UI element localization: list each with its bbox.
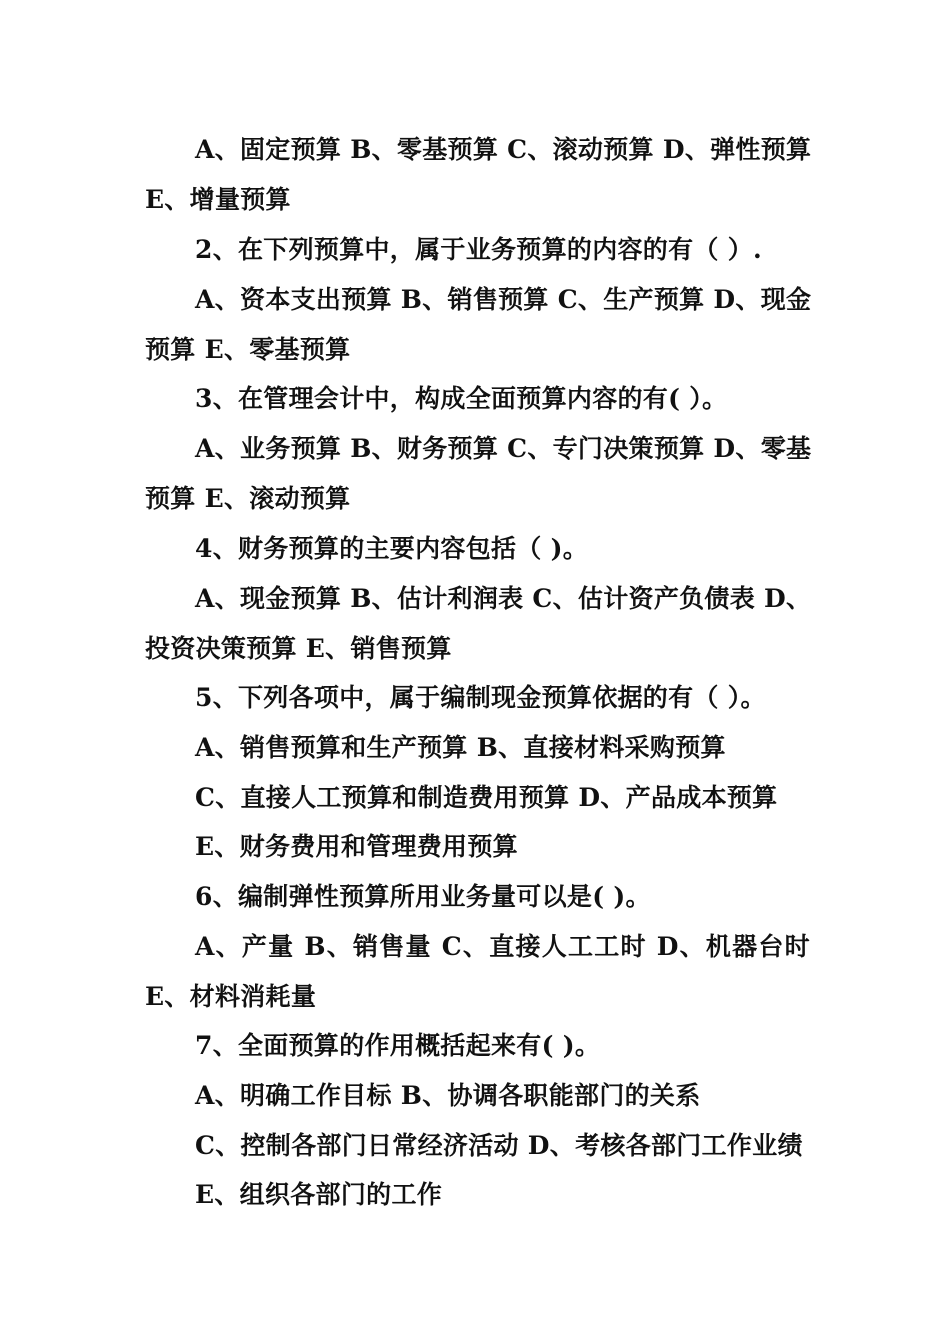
q3-options-line-2: 预算 E、滚动预算 [145,484,351,513]
q6-question: 6、编制弹性预算所用业务量可以是( )。 [195,882,651,911]
q7-options-line-2: C、控制各部门日常经济活动 D、考核各部门工作业绩 [195,1131,803,1160]
q4-question: 4、财务预算的主要内容包括（ )。 [195,534,589,563]
q5-options-line-2: C、直接人工预算和制造费用预算 D、产品成本预算 [195,783,778,812]
q6-options-line-2: E、材料消耗量 [145,982,317,1011]
q4-options-line-1: A、现金预算 B、估计利润表 C、估计资产负债表 D、 [195,584,812,613]
q5-options-line-3: E、财务费用和管理费用预算 [195,832,518,861]
q3-options-line-1: A、业务预算 B、财务预算 C、专门决策预算 D、零基 [195,434,812,463]
q6-options-line-1: A、产量 B、销售量 C、直接人工工时 D、机器台时 [195,932,810,961]
q2-options-line-1: A、资本支出预算 B、销售预算 C、生产预算 D、现金 [195,285,812,314]
q2-options-line-2: 预算 E、零基预算 [145,335,351,364]
q5-question: 5、下列各项中，属于编制现金预算依据的有（ ）。 [195,683,766,712]
q1-options-line-1: A、固定预算 B、零基预算 C、滚动预算 D、弹性预算 [195,135,812,164]
q5-options-line-1: A、销售预算和生产预算 B、直接材料采购预算 [195,733,726,762]
q7-options-line-3: E、组织各部门的工作 [195,1180,443,1209]
q7-options-line-1: A、明确工作目标 B、协调各职能部门的关系 [195,1081,701,1110]
q3-question: 3、在管理会计中，构成全面预算内容的有( ）。 [195,384,728,413]
q7-question: 7、全面预算的作用概括起来有( )。 [195,1031,601,1060]
q1-options-line-2: E、增量预算 [145,185,291,214]
q2-question: 2、在下列预算中，属于业务预算的内容的有（ ）. [195,235,763,264]
q4-options-line-2: 投资决策预算 E、销售预算 [145,634,452,663]
